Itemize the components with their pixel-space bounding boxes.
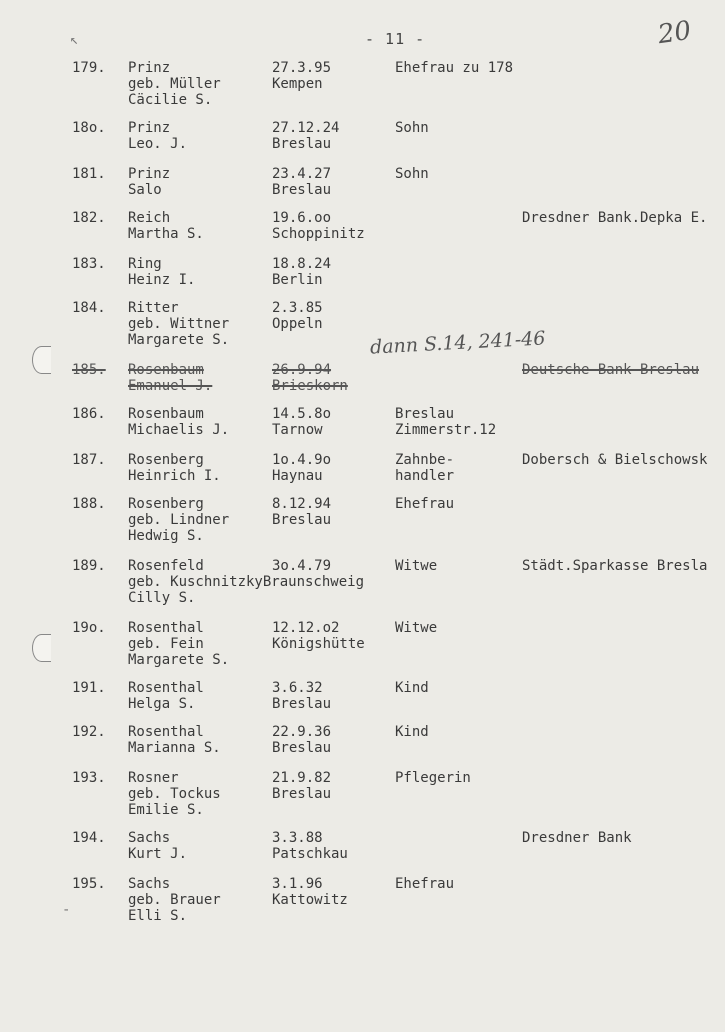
entry-birth-line: 21.9.82 bbox=[272, 770, 332, 786]
entry-name-line: geb. Tockus bbox=[128, 786, 221, 802]
entry-number-line: 187. bbox=[72, 452, 106, 468]
entry-relation bbox=[395, 680, 429, 696]
entry-birth-line: Patschkau bbox=[272, 846, 348, 862]
entry-birth-line: Berlin bbox=[272, 272, 323, 288]
entry-birth-line: Brieskorn bbox=[272, 378, 348, 394]
entry-name bbox=[128, 300, 229, 348]
entry-name-line: Ritter bbox=[128, 300, 179, 316]
entry-birth bbox=[272, 876, 348, 908]
entry-birth bbox=[272, 558, 331, 590]
entry-name bbox=[128, 452, 221, 484]
entry-number bbox=[72, 256, 106, 272]
entry-number-line: 184. bbox=[72, 300, 106, 316]
entry-name-line: Prinz bbox=[128, 166, 171, 182]
entry-number bbox=[72, 496, 106, 512]
entry-name bbox=[128, 680, 204, 712]
entry-name bbox=[128, 362, 212, 394]
entry-number bbox=[72, 680, 106, 696]
entry-birth bbox=[272, 770, 331, 802]
entry-relation bbox=[395, 120, 429, 136]
entry-relation-line: Ehefrau zu 178 bbox=[395, 60, 514, 76]
entry-relation-line: Ehefrau bbox=[395, 876, 455, 892]
entry-relation bbox=[395, 406, 496, 438]
entry-name bbox=[128, 256, 195, 288]
entry-name-line: Cilly S. bbox=[128, 590, 196, 606]
handwritten-note: dann S.14, 241-46 bbox=[369, 327, 546, 359]
entry-birth-line bbox=[272, 574, 331, 590]
entry-birth-line: Tarnow bbox=[272, 422, 323, 438]
entry-number-line: 191. bbox=[72, 680, 106, 696]
entry-birth-line: Kempen bbox=[272, 76, 323, 92]
entry-birth-line: Königshütte bbox=[272, 636, 365, 652]
entry-employer-line: Dresdner Bank.Depka E. bbox=[522, 210, 708, 226]
entry-birth-line: 12.12.o2 bbox=[272, 620, 340, 636]
entry-birth bbox=[272, 830, 348, 862]
entry-birth-line: 23.4.27 bbox=[272, 166, 332, 182]
entry-employer-line: Dresdner Bank bbox=[522, 830, 632, 846]
entry-name-line: Margarete S. bbox=[128, 652, 230, 668]
entry-relation bbox=[395, 770, 471, 786]
entry-birth bbox=[272, 724, 331, 756]
entry-relation-line: Kind bbox=[395, 724, 429, 740]
entry-name-line: Kurt J. bbox=[128, 846, 188, 862]
entry-birth-line: Schoppinitz bbox=[272, 226, 365, 242]
entry-name-line: geb. Müller bbox=[128, 76, 221, 92]
entry-number bbox=[72, 724, 106, 740]
entry-name-line: Michaelis J. bbox=[128, 422, 230, 438]
entry-name-line: geb. Wittner bbox=[128, 316, 230, 332]
entry-relation-line: Zahnbe- bbox=[395, 452, 455, 468]
entry-name-line: Leo. J. bbox=[128, 136, 188, 152]
entry-employer bbox=[522, 830, 632, 846]
entry-number-line: 189. bbox=[72, 558, 106, 574]
entry-number-line: 183. bbox=[72, 256, 106, 272]
entry-name-line: Rosenberg bbox=[128, 452, 204, 468]
margin-mark: - bbox=[62, 902, 71, 918]
entry-employer bbox=[522, 452, 707, 468]
entry-number bbox=[72, 300, 106, 316]
entry-name bbox=[128, 770, 221, 818]
entry-name bbox=[128, 724, 221, 756]
entry-number bbox=[72, 830, 106, 846]
entry-relation-line: Ehefrau bbox=[395, 496, 455, 512]
entry-birth-line: Breslau bbox=[272, 740, 332, 756]
entry-birth-line: Haynau bbox=[272, 468, 323, 484]
punch-hole-top bbox=[32, 346, 51, 374]
entry-birth bbox=[272, 362, 348, 394]
entry-employer bbox=[522, 210, 707, 226]
entry-number bbox=[72, 452, 106, 468]
entry-birth bbox=[272, 210, 365, 242]
entry-birth-line: Breslau bbox=[272, 512, 332, 528]
entry-birth-line: 3o.4.79 bbox=[272, 558, 332, 574]
entry-name-line: Elli S. bbox=[128, 908, 188, 924]
entry-birth bbox=[272, 60, 331, 92]
entry-relation-line: Witwe bbox=[395, 558, 438, 574]
entry-name-line: Rosenthal bbox=[128, 724, 204, 740]
entry-employer bbox=[522, 362, 699, 378]
entry-number bbox=[72, 166, 106, 182]
entry-name-line: Sachs bbox=[128, 876, 171, 892]
entry-name-line: geb. Fein bbox=[128, 636, 204, 652]
entry-name-line: Reich bbox=[128, 210, 171, 226]
entry-number-line: 186. bbox=[72, 406, 106, 422]
entry-name bbox=[128, 166, 170, 198]
entry-birth-line: 3.6.32 bbox=[272, 680, 323, 696]
entry-relation bbox=[395, 60, 513, 76]
entry-name-line: Sachs bbox=[128, 830, 171, 846]
entry-name-line: Rosenthal bbox=[128, 680, 204, 696]
entry-employer-line: Deutsche Bank Breslau bbox=[522, 362, 700, 378]
entry-relation bbox=[395, 558, 437, 574]
entry-number bbox=[72, 210, 106, 226]
entry-number bbox=[72, 620, 106, 636]
entry-birth-line: Breslau bbox=[272, 182, 332, 198]
entry-birth bbox=[272, 452, 331, 484]
punch-hole-bottom bbox=[32, 634, 51, 662]
entry-name-line: Martha S. bbox=[128, 226, 204, 242]
entry-birth-line: 3.3.88 bbox=[272, 830, 323, 846]
entry-name-line: Prinz bbox=[128, 60, 171, 76]
entry-birth bbox=[272, 680, 331, 712]
entry-number-line: 179. bbox=[72, 60, 106, 76]
entry-name-line: Hedwig S. bbox=[128, 528, 204, 544]
entry-employer-line: Städt.Sparkasse Bresla bbox=[522, 558, 708, 574]
entry-name bbox=[128, 406, 229, 438]
entry-relation-line: Kind bbox=[395, 680, 429, 696]
entry-number-line: 19o. bbox=[72, 620, 106, 636]
entry-name-line: Rosenbaum bbox=[128, 362, 204, 378]
entry-birth-line: 1o.4.9o bbox=[272, 452, 332, 468]
entry-number-line: 193. bbox=[72, 770, 106, 786]
entry-birth bbox=[272, 166, 331, 198]
entry-number-line: 194. bbox=[72, 830, 106, 846]
entry-name-line: Heinz I. bbox=[128, 272, 196, 288]
entry-number bbox=[72, 558, 106, 574]
page-number: - 11 - bbox=[365, 30, 426, 48]
entry-name-line: Ring bbox=[128, 256, 162, 272]
entry-birth-line: 14.5.8o bbox=[272, 406, 332, 422]
entry-name bbox=[128, 830, 187, 862]
entry-employer-line: Dobersch & Bielschowsk bbox=[522, 452, 708, 468]
entry-birth-line: 2.3.85 bbox=[272, 300, 323, 316]
entry-birth-line: 27.3.95 bbox=[272, 60, 332, 76]
entry-birth-line: Breslau bbox=[272, 696, 332, 712]
entry-relation-line: handler bbox=[395, 468, 455, 484]
entry-number bbox=[72, 876, 106, 892]
entry-number-line: 185. bbox=[72, 362, 106, 378]
entry-birth-line: 3.1.96 bbox=[272, 876, 323, 892]
entry-name bbox=[128, 876, 221, 924]
handwritten-page-number: 20 bbox=[656, 15, 694, 51]
entry-relation-line: Witwe bbox=[395, 620, 438, 636]
entry-birth-line: Oppeln bbox=[272, 316, 323, 332]
entry-relation bbox=[395, 496, 454, 512]
entry-relation bbox=[395, 876, 454, 892]
entry-name-line: Cäcilie S. bbox=[128, 92, 213, 108]
entry-employer bbox=[522, 558, 707, 574]
entry-number-line: 192. bbox=[72, 724, 106, 740]
entry-birth-line: 26.9.94 bbox=[272, 362, 332, 378]
entry-name-line: Emilie S. bbox=[128, 802, 204, 818]
entry-number-line: 182. bbox=[72, 210, 106, 226]
entry-birth-line: Kattowitz bbox=[272, 892, 348, 908]
entry-relation-line: Sohn bbox=[395, 166, 429, 182]
entry-number bbox=[72, 60, 106, 76]
entry-relation bbox=[395, 724, 429, 740]
entry-number-line: 195. bbox=[72, 876, 106, 892]
entry-name-line: Margarete S. bbox=[128, 332, 230, 348]
entry-name-line: Prinz bbox=[128, 120, 171, 136]
entry-name-line: Salo bbox=[128, 182, 162, 198]
entry-name-line: Helga S. bbox=[128, 696, 196, 712]
entry-name-line: Heinrich I. bbox=[128, 468, 221, 484]
entry-name-line: geb. Brauer bbox=[128, 892, 221, 908]
entry-name bbox=[128, 620, 229, 668]
margin-mark: ↖ bbox=[70, 32, 79, 48]
entry-relation bbox=[395, 620, 437, 636]
entry-birth bbox=[272, 256, 331, 288]
entry-name-line: Emanuel J. bbox=[128, 378, 213, 394]
entry-name bbox=[128, 60, 221, 108]
entry-name-line: geb. KuschnitzkyBraunschweig bbox=[128, 574, 365, 590]
entry-birth-line: Breslau bbox=[272, 136, 332, 152]
entry-relation-line: Zimmerstr.12 bbox=[395, 422, 497, 438]
entry-name-line: Rosner bbox=[128, 770, 179, 786]
entry-birth-line: 19.6.oo bbox=[272, 210, 332, 226]
entry-relation bbox=[395, 166, 429, 182]
entry-birth bbox=[272, 300, 323, 332]
entry-name-line: Rosenbaum bbox=[128, 406, 204, 422]
entry-name bbox=[128, 496, 229, 544]
entry-birth-line: 8.12.94 bbox=[272, 496, 332, 512]
entry-number-line: 18o. bbox=[72, 120, 106, 136]
entry-name bbox=[128, 120, 187, 152]
entry-birth bbox=[272, 620, 365, 652]
entry-number-line: 181. bbox=[72, 166, 106, 182]
entry-relation-line: Sohn bbox=[395, 120, 429, 136]
entry-number bbox=[72, 120, 106, 136]
entry-birth bbox=[272, 120, 339, 152]
entry-number bbox=[72, 770, 106, 786]
entry-relation-line: Breslau bbox=[395, 406, 455, 422]
entry-birth-line: Breslau bbox=[272, 786, 332, 802]
entry-birth bbox=[272, 496, 331, 528]
entry-birth-line: 18.8.24 bbox=[272, 256, 332, 272]
entry-number bbox=[72, 362, 106, 378]
entry-relation-line: Pflegerin bbox=[395, 770, 471, 786]
entry-relation bbox=[395, 452, 454, 484]
entry-number bbox=[72, 406, 106, 422]
entry-name bbox=[128, 210, 204, 242]
entry-birth-line: 27.12.24 bbox=[272, 120, 340, 136]
entry-name-line: Rosenfeld bbox=[128, 558, 204, 574]
entry-name-line: Rosenthal bbox=[128, 620, 204, 636]
entry-name-line: Marianna S. bbox=[128, 740, 221, 756]
entry-number-line: 188. bbox=[72, 496, 106, 512]
entry-name-line: geb. Lindner bbox=[128, 512, 230, 528]
entry-birth-line: 22.9.36 bbox=[272, 724, 332, 740]
entry-name-line: Rosenberg bbox=[128, 496, 204, 512]
entry-birth bbox=[272, 406, 331, 438]
